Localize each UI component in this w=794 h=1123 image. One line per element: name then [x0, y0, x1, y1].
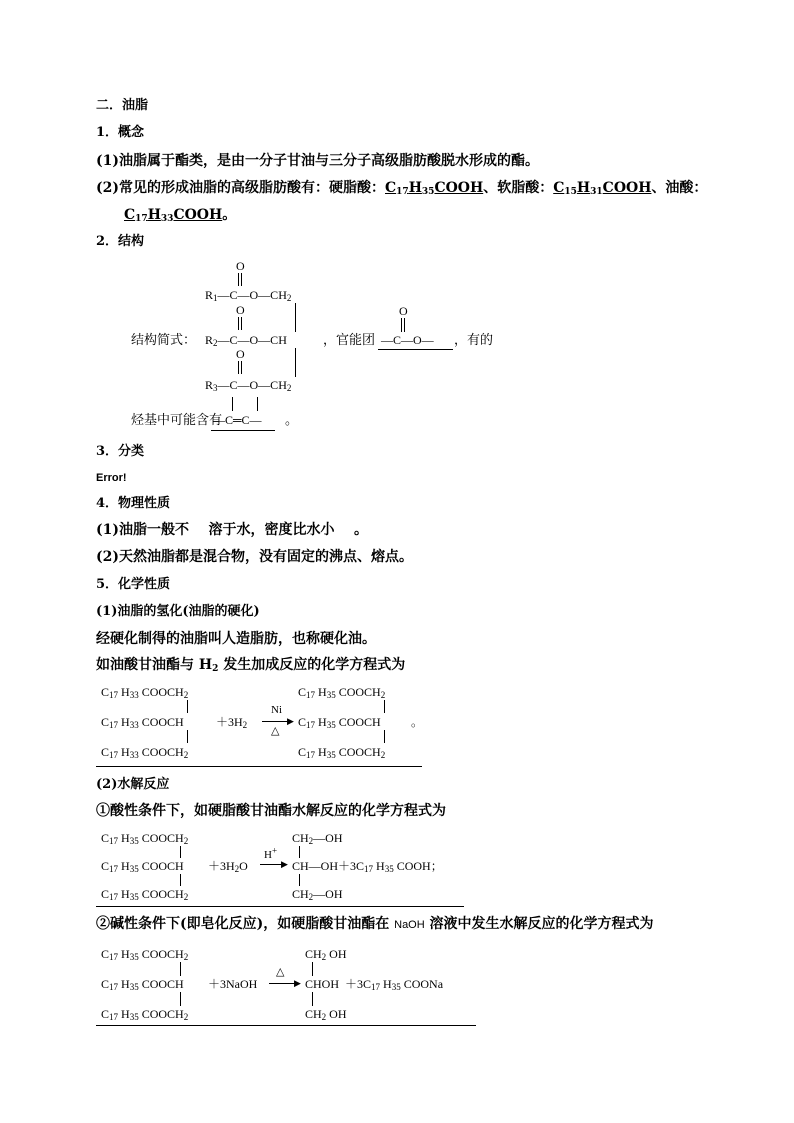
ester-row-1: $R_1—C—O—CH_2$ — [205, 288, 292, 303]
alkene-stub-left — [232, 397, 233, 411]
eq3-right-row-2: CHOH $+3C_{17}$ $H_{35}$ COONa — [305, 977, 444, 992]
functional-group-prefix: ，官能团 — [323, 332, 376, 347]
eq1-arrow-head: ▶ — [287, 716, 294, 726]
subsection-title-physical: 4．物理性质 — [96, 496, 171, 511]
functional-group-suffix: ，有的 — [454, 332, 494, 347]
eq3-left-bond-2 — [180, 992, 181, 1006]
concept-p2-prefix: (2)常见的形成油脂的高级脂肪酸有：硬脂酸： — [96, 180, 385, 196]
eq1-left-row-1: $C_{17}$ $H_{33}$ $COOCH_2$ — [101, 685, 189, 700]
functional-group-ester: —C—O— — [381, 333, 434, 347]
eq1-catalyst-ni: Ni — [271, 704, 282, 716]
fg-double-bond — [401, 318, 405, 332]
eq1-heat: △ — [271, 725, 280, 737]
eq1-right-row-1: $C_{17}$ $H_{35}$ $COOCH_2$ — [298, 685, 386, 700]
ester-row-2: $R_2—C—O—CH$ — [205, 333, 287, 348]
eq1-right-row-2: $C_{17}$ $H_{35}$ COOCH — [298, 715, 381, 730]
eq1-left-bond-1 — [187, 700, 188, 713]
concept-paragraph-1: (1)油脂属于酯类，是由一分子甘油与三分子高级脂肪酸脱水形成的酯。 — [96, 153, 539, 169]
eq3-rule — [96, 1025, 476, 1026]
physical-p1-answer-1: 不 — [175, 522, 189, 538]
hydrolysis-title: (2)水解反应 — [96, 777, 170, 792]
hydrogenation-paragraph-2: 如油酸甘油酯与 $H_2$ 发生加成反应的化学方程式为 — [96, 657, 406, 674]
eq2-left-row-1: $C_{17}$ $H_{35}$ $COOCH_2$ — [101, 831, 189, 846]
concept-paragraph-2 — [96, 179, 707, 197]
acid-hydrolysis-paragraph: ①酸性条件下，如硬脂酸甘油酯水解反应的化学方程式为 — [96, 803, 446, 819]
double-bond-1 — [238, 273, 242, 286]
subsection-title-concept: 1．概念 — [96, 125, 145, 140]
eq2-catalyst-h: H+ — [264, 845, 278, 861]
subsection-title-structure: 2．结构 — [96, 234, 145, 249]
concept-sep-1: 、软脂酸： — [483, 180, 554, 196]
eq2-plus-water: $+3H_2O$ — [208, 859, 248, 874]
carbonyl-o-3: O — [236, 347, 245, 361]
eq3-arrow-head: ▶ — [294, 978, 301, 988]
fg-carbonyl-o: O — [399, 304, 408, 318]
eq3-plus-naoh: ＋3NaOH — [208, 977, 258, 991]
eq2-left-row-3: $C_{17}$ $H_{35}$ $COOCH_2$ — [101, 887, 189, 902]
subsection-title-classification: 3．分类 — [96, 444, 145, 459]
physical-p1-a: (1)油脂一般 — [96, 522, 175, 538]
eq1-rule — [96, 766, 422, 767]
alkene-group: —C═C— — [213, 413, 262, 427]
eq3-left-bond-1 — [180, 962, 181, 976]
physical-p1-c: 溶于水，密度比水 — [208, 522, 321, 538]
eq3-right-row-1: $CH_2$ OH — [305, 947, 347, 962]
eq2-right-bond-2 — [299, 874, 300, 886]
ester-row-3: $R_3—C—O—CH_2$ — [205, 378, 292, 393]
eq1-left-bond-2 — [187, 730, 188, 743]
physical-p1-end: 。 — [354, 522, 368, 538]
carbonyl-o-2: O — [236, 303, 245, 317]
oleic-acid-formula: $C_{17}H_{33}COOH$ — [124, 207, 223, 224]
eq3-right-bond-2 — [312, 992, 313, 1006]
eq3-left-row-1: $C_{17}$ $H_{35}$ $COOCH_2$ — [101, 947, 189, 962]
eq1-right-bond-1 — [384, 700, 385, 713]
eq2-right-row-2: $CH—OH+3C_{17}$ $H_{35}$ COOH； — [292, 859, 443, 874]
alkene-underline — [211, 430, 275, 431]
physical-p1-answer-2: 小 — [320, 522, 335, 538]
eq1-left-row-2: $C_{17}$ $H_{33}$ COOCH — [101, 715, 184, 730]
eq2-right-row-1: $CH_2—OH$ — [292, 831, 343, 846]
stearic-acid-formula: $C_{17}H_{35}COOH$ — [385, 180, 484, 197]
physical-paragraph-2: (2)天然油脂都是混合物，没有固定的沸点、熔点。 — [96, 549, 413, 565]
eq2-left-bond-1 — [180, 846, 181, 858]
section-title: 二．油脂 — [96, 98, 149, 113]
hydrogenation-paragraph-1: 经硬化制得的油脂叫人造脂肪，也称硬化油。 — [96, 631, 376, 647]
concept-sep-2: 、油酸： — [651, 180, 708, 196]
concept-paragraph-2-cont — [124, 206, 236, 224]
backbone-bond-upper — [295, 303, 296, 332]
concept-end: 。 — [222, 207, 237, 223]
eq2-arrow-head: ▶ — [281, 859, 288, 869]
eq3-left-row-3: $C_{17}$ $H_{35}$ $COOCH_2$ — [101, 1007, 189, 1022]
double-bond-2 — [238, 317, 242, 330]
eq1-plus-h2: $+3H_2$ — [216, 715, 248, 730]
fg-underline — [378, 349, 453, 350]
classification-content: Error! — [96, 472, 127, 484]
alkene-stub-right — [257, 397, 258, 411]
subsection-title-chemical: 5．化学性质 — [96, 577, 171, 592]
eq2-right-row-3: $CH_2—OH$ — [292, 887, 343, 902]
eq1-end: 。 — [411, 715, 424, 729]
hydrocarbon-note: 烃基中可能含有 — [131, 412, 223, 427]
saponification-paragraph: ②碱性条件下(即皂化反应)，如硬脂酸甘油酯在 NaOH 溶液中发生水解反应的化学方程式为 — [96, 916, 654, 932]
eq1-right-bond-2 — [384, 730, 385, 743]
backbone-bond-lower — [295, 348, 296, 377]
eq2-rule — [96, 906, 464, 907]
palmitic-acid-formula: $C_{15}H_{31}COOH$ — [553, 180, 652, 197]
carbonyl-o-1: O — [236, 259, 245, 273]
structure-label: 结构简式： — [131, 332, 197, 347]
eq2-left-row-2: $C_{17}$ $H_{35}$ COOCH — [101, 859, 184, 874]
physical-paragraph-1 — [96, 521, 368, 539]
eq1-right-row-3: $C_{17}$ $H_{35}$ $COOCH_2$ — [298, 745, 386, 760]
hydrogenation-title: (1)油脂的氢化(油脂的硬化) — [96, 604, 260, 619]
eq2-right-bond-1 — [299, 846, 300, 858]
eq3-right-bond-1 — [312, 962, 313, 976]
hydrocarbon-note-end: 。 — [285, 412, 299, 427]
eq3-left-row-2: $C_{17}$ $H_{35}$ COOCH — [101, 977, 184, 992]
eq3-right-row-3: $CH_2$ OH — [305, 1007, 347, 1022]
eq2-left-bond-2 — [180, 874, 181, 886]
double-bond-3 — [238, 361, 242, 374]
eq3-heat: △ — [276, 966, 285, 978]
eq1-left-row-3: $C_{17}$ $H_{33}$ $COOCH_2$ — [101, 745, 189, 760]
